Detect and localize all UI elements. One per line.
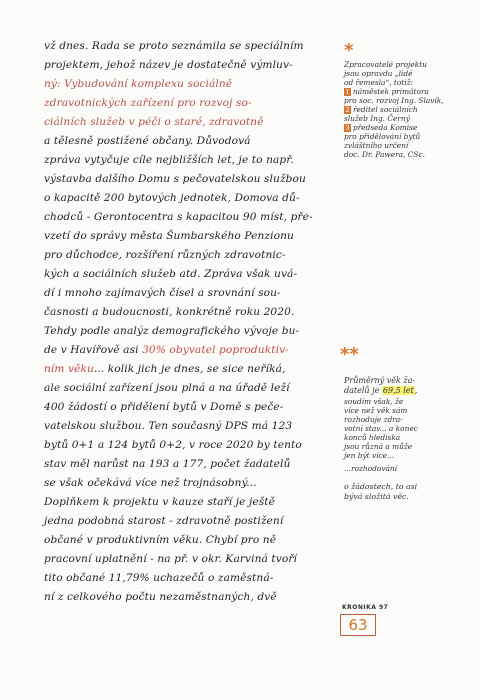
margin-note-line: jen být více...	[344, 451, 395, 460]
text-line: občané v produktivním věku. Chybí pro ně	[44, 534, 277, 546]
text-line-project-title: ný: Vybudování komplexu sociálně	[44, 78, 233, 90]
text-line: bytů 0+1 a 124 bytů 0+2, v roce 2020 by tento	[44, 439, 302, 451]
margin-note-line: doc. Dr. Pawera, CSc.	[344, 150, 425, 159]
text-line: výstavba dalšího Domu s pečovatelskou službou	[44, 173, 306, 185]
text-line: projektem, jehož název je dostatečně výmluv-	[44, 59, 293, 71]
margin-note-line	[344, 87, 429, 96]
text-line: vatelskou službou. Ten současný DPS má 123	[44, 420, 293, 432]
margin-note-line: jsou opravdu „lidé	[344, 69, 413, 78]
page-number-box	[340, 614, 376, 636]
text-line: zpráva vytyčuje cíle nejbližších let, je to např.	[44, 154, 294, 166]
page-number: 63	[348, 616, 368, 634]
margin-note-line: ...rozhodování	[344, 464, 398, 473]
highlighted-age: 69,5 let	[382, 386, 414, 395]
text-line: 400 žádostí o přidělení bytů v Domě s peče-	[44, 401, 284, 413]
text-line: ním věku... kolik jich je dnes, se sice neříká,	[44, 363, 286, 375]
margin-note-line: datelů je 69,5 let,	[344, 386, 418, 395]
text-line-project-title: zdravotnických zařízení pro rozvoj so-	[44, 97, 252, 109]
text-line: de v Havířově asi 30% obyvatel poproduktiv-	[44, 344, 289, 356]
text-line: ale sociální zařízení jsou plná a na úřadě leží	[44, 382, 290, 394]
margin-note-line: pro přidělování bytů	[344, 132, 421, 141]
text-line: časnosti a budoucnosti, konkrétně roku 2020.	[44, 306, 295, 318]
margin-note-line: votní stav... a konec	[344, 424, 418, 433]
asterisk-marker: *	[344, 40, 354, 61]
text-line-project-title: ciálních služeb v péči o staré, zdravotně	[44, 116, 264, 128]
margin-note-line	[344, 105, 418, 114]
margin-note-line: o žádostech, to asi	[344, 482, 418, 491]
text-line: tito občané 11,79% uchazečů o zaměstná-	[44, 572, 274, 584]
margin-note-line	[344, 123, 417, 132]
margin-note-line: služeb Ing. Černý	[344, 114, 410, 123]
text-line: vž dnes. Rada se proto seznámila se speciálním	[44, 40, 304, 52]
chronicle-label: KRONIKA 97	[342, 604, 389, 611]
text-line: dí i mnoho zajímavých čísel a srovnání sou-	[44, 287, 281, 299]
margin-note-line: konců hlediska	[344, 433, 401, 442]
number-badge: 1	[345, 88, 350, 96]
double-asterisk-marker: **	[340, 344, 359, 365]
text-line: stav měl narůst na 193 a 177, počet žadatelů	[44, 458, 291, 470]
text-line: kých a sociálních služeb atd. Zpráva však uvá-	[44, 268, 298, 280]
margin-note-line: jsou různá a může	[344, 442, 413, 451]
margin-note-line: od řemesla“, totiž:	[344, 78, 413, 87]
number-badge: 3	[345, 124, 350, 132]
text-line: jedna podobná starost - zdravotně postižení	[44, 515, 284, 527]
text-line: a tělesně postižené občany. Důvodová	[44, 135, 251, 147]
margin-note-line: bývá složitá věc.	[344, 492, 409, 501]
margin-note-line: pro soc. rozvoj Ing. Slavík,	[344, 96, 444, 105]
text-line: Tehdy podle analýz demografického vývoje bu-	[44, 325, 300, 337]
margin-note-line: Zpracovatelé projektu	[344, 60, 427, 69]
margin-note-text: ředitel sociálních	[353, 105, 418, 114]
text-line: o kapacitě 200 bytových jednotek, Domova dů-	[44, 192, 300, 204]
margin-note-text: náměstek primátora	[353, 87, 429, 96]
margin-note-line: zvláštního určení	[344, 141, 409, 150]
highlighted-phrase: ním věku	[44, 363, 94, 375]
margin-note-line: Průměrný věk ža-	[344, 376, 416, 385]
margin-note-line: soudím však, že	[344, 397, 404, 406]
text-line: chodců - Gerontocentra s kapacitou 90 míst, pře-	[44, 211, 313, 223]
highlighted-phrase: 30% obyvatel poproduktiv-	[142, 344, 289, 356]
number-badge: 2	[345, 106, 350, 114]
margin-note-text: předseda Komise	[353, 123, 418, 132]
margin-note-line: více než věk sám	[344, 406, 408, 415]
text-line: pro důchodce, rozšíření různých zdravotnic-	[44, 249, 286, 261]
text-line: Doplňkem k projektu v kauze staří je ještě	[44, 496, 275, 508]
text-line: pracovní uplatnění - na př. v okr. Karviná tvoří	[44, 553, 297, 565]
text-line: vzetí do správy města Šumbarského Penzionu	[44, 230, 294, 242]
margin-note-line: rozhoduje zdra-	[344, 415, 403, 424]
text-line: ní z celkového počtu nezaměstnaných, dvě	[44, 591, 277, 603]
text-line: se však očekává více než trojnásobný...	[44, 477, 257, 489]
